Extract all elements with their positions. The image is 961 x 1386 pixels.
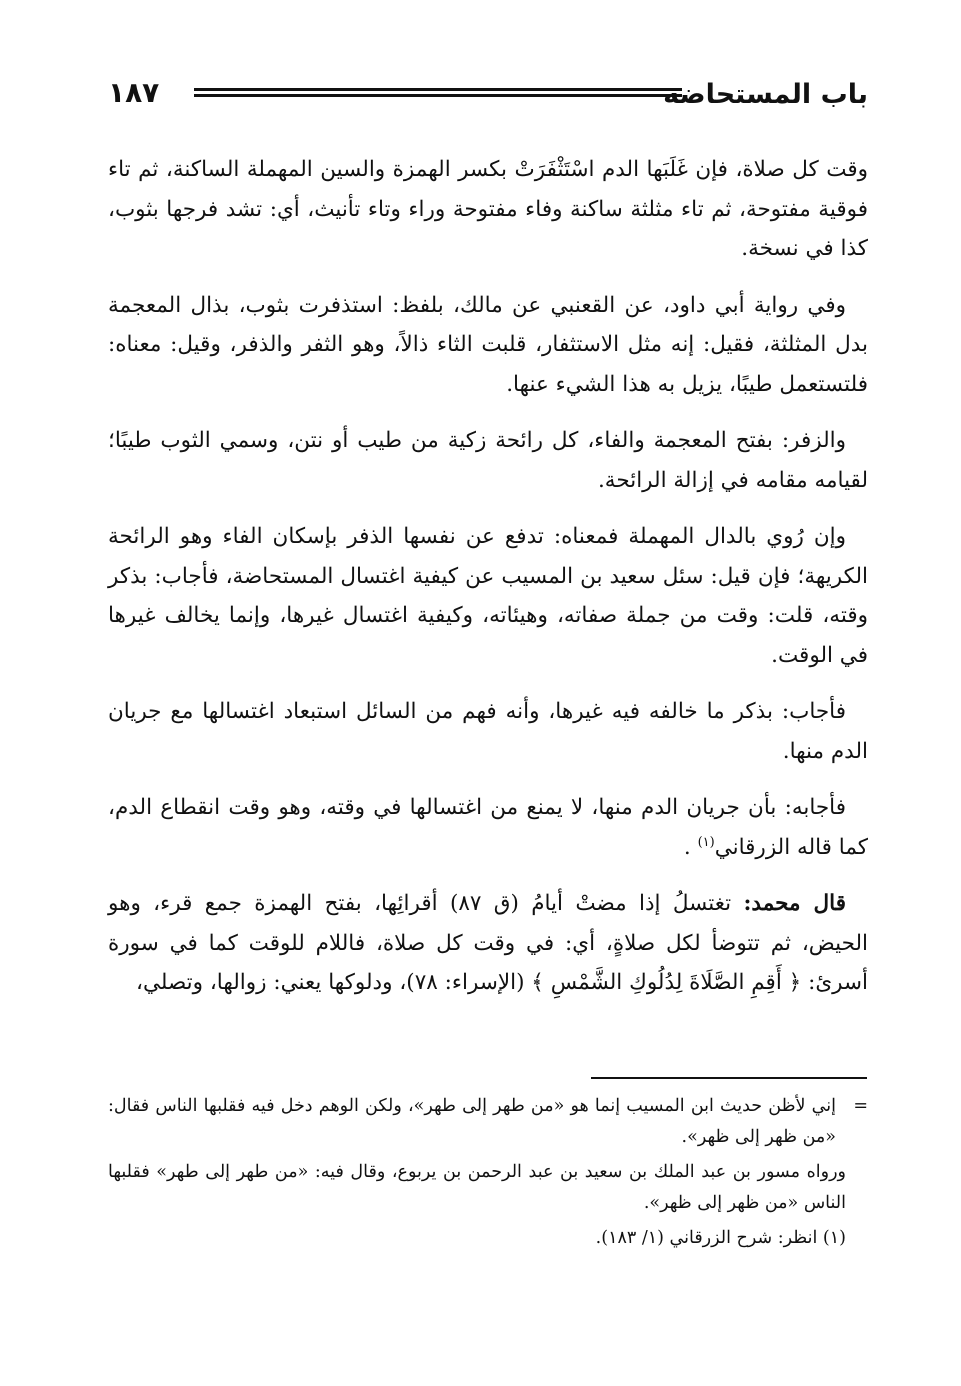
footnote-separator (591, 1077, 867, 1079)
footnote-item: (١) انظر: شرح الزرقاني (١/ ١٨٣). (595, 1228, 846, 1248)
paragraph (108, 884, 868, 1003)
paragraph (108, 788, 868, 867)
header-rule (194, 88, 682, 97)
paragraph: وإن رُوي بالدال المهملة فمعناه: تدفع عن نفسها الذفر بإسكان الفاء وهو الرائحة الكريهة؛ فإن قيل: سئل سعيد بن المسيب عن كيفية اغتسال المستحاضة، فأجاب: بذكر وقته، قلت: وقت من جملة صفاته، وهيئاته، وكيفية اغتسال غيرها، وإنما يخالف غيرها في الوقت. (108, 524, 868, 668)
paragraph: وفي رواية أبي داود، عن القعنبي عن مالك، بلفظ: استذفرت بثوب، بذال المعجمة بدل المثلثة، فقيل: إنه مثل الاستثفار، قلبت الثاء ذالاً، وهو الثفر والذفر، وقيل: معناه: فلتستعمل طيبًا، يزيل به هذا الشيء عنها. (108, 292, 868, 397)
paragraph-text: فأجابه: بأن جريان الدم منها، لا يمنع من اغتسالها في وقته، وهو وقت انقطاع الدم، كما قاله الزرقاني (108, 795, 868, 860)
footnote-continuation: ورواه مسور بن عبد الملك بن سعيد بن عبد الرحمن بن يربوع، وقال فيه: «من طهر إلى طهر» فقلبها الناس «من ظهر إلى ظهر». (108, 1162, 846, 1213)
footnote-marker: (١) (697, 834, 715, 850)
paragraph: وقت كل صلاة، فإن غَلَبَها الدم اسْتَثْفَرَتْ بكسر الهمزة والسين المهملة الساكنة، ثم تاء فوقية مفتوحة، ثم تاء مثلثة ساكنة وفاء مفتوحة وراء وتاء تأنيث، أي: تشد فرجها بثوب، كذا في نسخة. (108, 157, 868, 261)
footnotes (108, 1091, 868, 1258)
paragraph: والزفر: بفتح المعجمة والفاء، كل رائحة زكية من طيب أو نتن، وسمي الثوب طيبًا؛ لقيامه مقامه في إزالة الرائحة. (108, 428, 868, 493)
main-text (108, 150, 868, 1020)
chapter-title: باب المستحاضة (663, 79, 868, 110)
paragraph: فأجاب: بذكر ما خالفه فيه غيرها، وأنه فهم من السائل استبعاد اغتسالها مع جريان الدم منها. (108, 699, 868, 764)
continuation-mark: = (853, 1096, 868, 1116)
footnote-text: إني لأظن حديث ابن المسيب إنما هو «من طهر إلى طهر»، ولكن الوهم دخل فيه فقلبها الناس فقال: «من ظهر إلى ظهر». (108, 1096, 836, 1147)
lead-in-label: قال محمد: (743, 891, 846, 916)
paragraph-text: تغتسلُ إذا مضتْ أيامُ (ق ٨٧) أقرائِها، بفتح الهمزة جمع قرء، وهو الحيض، ثم تتوضأ لكل صلاةٍ، أي: في وقت كل صلاة، فاللام للوقت كما في سورة أسرئ: ﴿ أَقِمِ الصَّلَاةَ لِدُلُوكِ الشَّمْسِ ﴾ (الإسراء: ٧٨)، ودلوكها يعني: زوالها، وتصلي، (108, 891, 868, 995)
page-number: ١٨٧ (108, 76, 160, 109)
running-header (108, 74, 868, 118)
footnote-continuation (108, 1091, 868, 1153)
paragraph-end: . (683, 834, 698, 860)
